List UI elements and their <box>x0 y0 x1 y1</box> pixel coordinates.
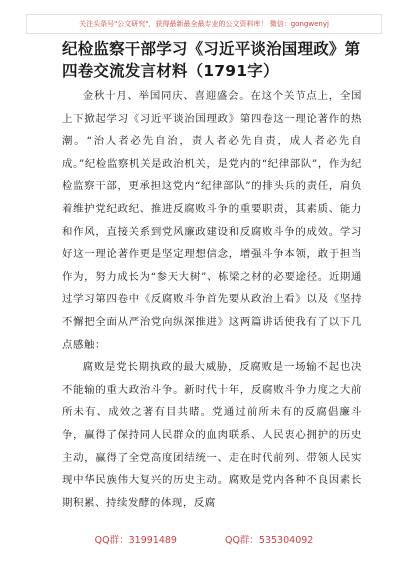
document-title: 纪检监察干部学习《习近平谈治国理政》第四卷交流发言材料（1791字） <box>62 40 361 80</box>
promo-header <box>26 14 382 34</box>
footer-qq-group-1: QQ群：31991489 <box>94 535 177 546</box>
document-body <box>62 38 362 514</box>
paragraph: 金秋十月、举国同庆、喜迎盛会。在这个关节点上，全国上下掀起学习《习近平谈治国理政》第四卷这一理论著作的热潮。“治人者必先自治，责人者必先自责，成人者必先自成。”纪检监察机关是政治机关，是党内的“纪律部队”，作为纪检监察干部，更承担这党内“纪律部队”的排头兵的责任，肩负着维护党纪政纪、推进反腐败斗争的重要职责，其素质、能力和作风，直接关系到党风廉政建设和反腐败斗争的成效。学习好这一理论著作更是坚定理想信念，增强斗争本领，敢于担当作为，努力成长为“参天大树”、栋梁之材的必要途径。近期通过学习第四卷中《反腐败斗争首先要从政治上看》以及《坚持不懈把全面从严治党向纵深推进》这两篇讲话使我有了以下几点感触： <box>62 90 362 351</box>
paragraph: 腐败是党长期执政的最大威胁，反腐败是一场输不起也决不能输的重大政治斗争。新时代十年，反腐败斗争力度之大前所未有、成效之著有目共睹。党通过前所未有的反腐倡廉斗争，赢得了保持同人民群众的血肉联系、人民衷心拥护的历史主动，赢得了全党高度团结统一、走在时代前列、带领人民实现中华民族伟大复兴的历史主动。腐败是党内各种不良因素长期积累、持续发酵的体现，反腐 <box>62 361 362 509</box>
footer <box>0 532 408 546</box>
footer-qq-group-2: QQ群：535304092 <box>224 535 314 546</box>
promo-header-text: 关注头条号"公文研究"，获得最新最全最专业的公文资料库！ 微信：gongwenyj <box>79 20 329 28</box>
